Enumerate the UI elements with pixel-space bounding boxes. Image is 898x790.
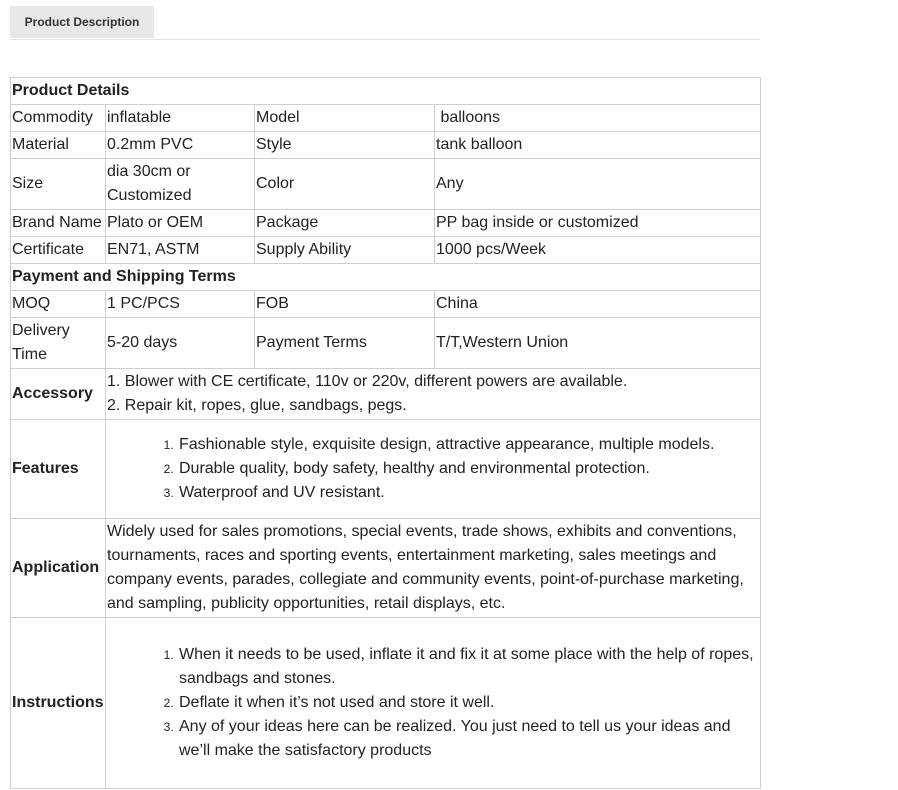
spec-label: Color bbox=[255, 159, 435, 210]
spec-label: Supply Ability bbox=[255, 237, 435, 264]
spec-label: FOB bbox=[255, 291, 435, 318]
table-row-application bbox=[11, 519, 761, 618]
application-text: Widely used for sales promotions, special events, trade shows, exhibits and conventions, tournaments, races and sporting events, entertainment marketing, sales meetings and company events, parades, collegiate and community events, point-of-purchase marketing, and sampling, publicity opportunities, retail displays, etc. bbox=[106, 519, 761, 618]
section-row-product-details bbox=[11, 78, 761, 105]
spec-value: balloons bbox=[435, 105, 761, 132]
spec-label: MOQ bbox=[11, 291, 106, 318]
spec-value: inflatable bbox=[106, 105, 255, 132]
spec-value bbox=[106, 159, 255, 210]
spec-value: 1 PC/PCS bbox=[106, 291, 255, 318]
list-item: 3. Any of your ideas here can be realized. You just need to tell us your ideas and we’ll make the satisfactory products bbox=[177, 715, 754, 763]
spec-label: Brand Name bbox=[11, 210, 106, 237]
table-row bbox=[11, 318, 761, 369]
section-title-product-details: Product Details bbox=[11, 78, 761, 105]
spec-label: Size bbox=[11, 159, 106, 210]
spec-value: 0.2mm PVC bbox=[106, 132, 255, 159]
spec-value: EN71, ASTM bbox=[106, 237, 255, 264]
spec-label: Commodity bbox=[11, 105, 106, 132]
size-value-text: dia 30cm or Customized bbox=[107, 163, 192, 204]
spec-label: Model bbox=[255, 105, 435, 132]
spec-value: tank balloon bbox=[435, 132, 761, 159]
list-item: 1. Fashionable style, exquisite design, attractive appearance, multiple models. bbox=[177, 433, 759, 457]
spec-value: Plato or OEM bbox=[106, 210, 255, 237]
spec-value: 1000 pcs/Week bbox=[435, 237, 761, 264]
table-row bbox=[11, 210, 761, 237]
spec-value: Any bbox=[435, 159, 761, 210]
table-row-instructions bbox=[11, 618, 761, 789]
table-row-accessory bbox=[11, 369, 761, 420]
list-item: 2. Deflate it when it’s not used and store it well. bbox=[177, 691, 754, 715]
instructions-list bbox=[107, 643, 754, 763]
features-content bbox=[106, 420, 761, 519]
spec-label: Package bbox=[255, 210, 435, 237]
spec-value: PP bag inside or customized bbox=[435, 210, 761, 237]
spec-label: Material bbox=[11, 132, 106, 159]
section-row-payment bbox=[11, 264, 761, 291]
table-row bbox=[11, 105, 761, 132]
table-row bbox=[11, 159, 761, 210]
features-label: Features bbox=[11, 420, 106, 519]
table-row bbox=[11, 237, 761, 264]
application-label: Application bbox=[11, 519, 106, 618]
section-title-payment-shipping: Payment and Shipping Terms bbox=[11, 264, 761, 291]
instructions-label: Instructions bbox=[11, 618, 106, 789]
accessory-label: Accessory bbox=[11, 369, 106, 420]
tab-product-description[interactable]: Product Description bbox=[10, 6, 154, 38]
list-item: 3. Waterproof and UV resistant. bbox=[177, 481, 759, 505]
instructions-content bbox=[106, 618, 761, 789]
spec-value: T/T,Western Union bbox=[435, 318, 761, 369]
spec-label: Delivery Time bbox=[11, 318, 106, 369]
list-item: 2. Durable quality, body safety, healthy and environmental protection. bbox=[177, 457, 759, 481]
spec-value: 5-20 days bbox=[106, 318, 255, 369]
accessory-line: 1. Blower with CE certificate, 110v or 220v, different powers are available. bbox=[107, 373, 628, 390]
table-row-features bbox=[11, 420, 761, 519]
spec-label: Style bbox=[255, 132, 435, 159]
list-item: 1. When it needs to be used, inflate it and fix it at some place with the help of ropes, sandbags and stones. bbox=[177, 643, 754, 691]
table-row bbox=[11, 291, 761, 318]
spec-label: Certificate bbox=[11, 237, 106, 264]
table-row bbox=[11, 132, 761, 159]
features-list bbox=[107, 433, 759, 505]
product-spec-table bbox=[10, 77, 761, 789]
accessory-content bbox=[106, 369, 761, 420]
accessory-line: 2. Repair kit, ropes, glue, sandbags, pegs. bbox=[107, 397, 407, 414]
spec-label: Payment Terms bbox=[255, 318, 435, 369]
spec-value: China bbox=[435, 291, 761, 318]
tab-bar bbox=[10, 6, 760, 40]
